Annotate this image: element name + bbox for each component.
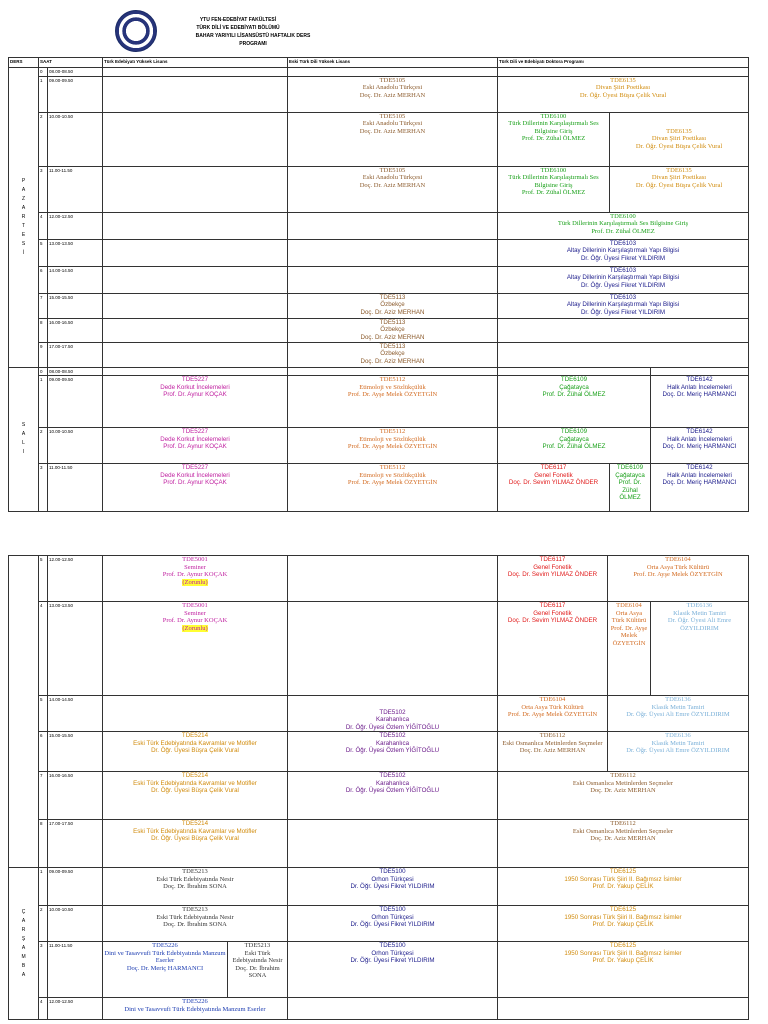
slot-time: 13.00-13.50 [48,602,103,696]
table-row [9,212,749,239]
slot-number: 2 [39,428,48,464]
course-cell: TDE6117 Genel Fonetik Doç. Dr. Sevim YILMAZ ÖNDER [498,556,608,602]
slot-number: 3 [39,464,48,512]
course-cell: TDE6142 Halk Anlatı İncelemeleri Doç. Dr. Meriç HARMANCI [651,428,749,464]
slot-number: 2 [39,906,48,942]
table-row [9,868,749,906]
course-cell: TDE6142 Halk Anlatı İncelemeleri Doç. Dr. Meriç HARMANCI [651,376,749,428]
course-cell: TDE6136 Klasik Metin Tamiri Dr. Öğr. Üyesi Ali Emre ÖZYILDIRIM [651,602,749,696]
slot-time: 16.00-16.50 [48,318,103,342]
slot-time: 15.00-15.50 [48,293,103,318]
table-row [9,556,749,602]
slot-time: 09.00-09.50 [48,868,103,906]
course-cell: TDE5113 Özbekçe Doç. Dr. Aziz MERHAN [288,293,498,318]
table-row [9,68,749,77]
slot-number: 4 [39,998,48,1020]
department-name: TÜRK DİLİ VE EDEBİYATI BÖLÜMÜ [196,25,280,31]
course-cell: TDE6100 Türk Dillerinin Karşılaştırmalı Ses Bilgisine Giriş Prof. Dr. Zühal ÖLMEZ [498,112,610,166]
slot-time: 16.00-16.50 [48,772,103,820]
course-cell: TDE6109 Çağatayca Prof. Dr. Zühal ÖLMEZ [498,428,651,464]
table-row [9,602,749,696]
table-row [9,239,749,266]
col-eski-turk-dili: Eski Türk Dili Yüksek Lisans [288,58,498,68]
course-cell: TDE5226 Dini ve Tasavvufi Türk Edebiyatında Manzum Eserler [103,998,288,1020]
course-cell: TDE5112 Etimoloji ve Sözlükçülük Prof. Dr. Ayşe Melek ÖZYETGİN [288,376,498,428]
header-text [173,16,311,48]
slot-number: 6 [39,266,48,293]
table-row [9,112,749,166]
slot-time: 17.00-17.50 [48,342,103,367]
course-cell: TDE5102 Karahanlıca Dr. Öğr. Üyesi Özlem YİĞİTOĞLU [288,772,498,820]
course-cell: TDE6109 Çağatayca Prof. Dr. Zühal ÖLMEZ [498,376,651,428]
table-row [9,266,749,293]
table-row [9,367,749,376]
slot-time: 14.00-14.50 [48,266,103,293]
slot-number: 4 [39,602,48,696]
course-cell: TDE5213 Eski Türk Edebiyatında Nesir Doç. Dr. İbrahim SONA [103,906,288,942]
table-row [9,166,749,212]
course-cell: TDE5102 Karahanlıca Dr. Öğr. Üyesi Özlem YİĞİTOĞLU [288,732,498,772]
course-cell: TDE5214 Eski Türk Edebiyatında Kavramlar ve Motifler Dr. Öğr. Üyesi Büşra Çelik Vural [103,820,288,868]
slot-number: 1 [39,76,48,112]
table-row [9,293,749,318]
col-ders: DERS [9,58,39,68]
course-cell: TDE5213 Eski Türk Edebiyatında Nesir Doç. Dr. İbrahim SONA [103,868,288,906]
course-cell: TDE5102 Karahanlıca Dr. Öğr. Üyesi Özlem YİĞİTOĞLU [288,696,498,732]
course-cell: TDE6125 1950 Sonrası Türk Şiiri II. Bağımsız İsimler Prof. Dr. Yakup ÇELİK [498,942,749,998]
slot-time: 10.00-10.50 [48,906,103,942]
slot-number: 5 [39,696,48,732]
slot-number: 3 [39,942,48,998]
course-cell: TDE5226 Dini ve Tasavvufi Türk Edebiyatında Manzum Eserler Doç. Dr. Meriç HARMANCI [103,942,228,998]
slot-number: 6 [39,732,48,772]
slot-number: 0 [39,68,48,77]
day-cell [9,556,39,868]
slot-time: 11.00-11.50 [48,464,103,512]
course-cell: TDE6103 Altay Dillerinin Karşılaştırmalı Yapı Bilgisi Dr. Öğr. Üyesi Fikret YILDIRIM [498,239,749,266]
slot-number: 8 [39,820,48,868]
slot-time: 12.00-12.50 [48,212,103,239]
course-cell: TDE5112 Etimoloji ve Sözlükçülük Prof. Dr. Ayşe Melek ÖZYETGİN [288,464,498,512]
course-cell: TDE5100 Orhon Türkçesi Dr. Öğr. Üyesi Fikret YILDIRIM [288,906,498,942]
course-cell: TDE6104 Orta Asya Türk Kültürü Prof. Dr. Ayşe Melek ÖZYETGİN [498,696,608,732]
course-cell: TDE6103 Altay Dillerinin Karşılaştırmalı Yapı Bilgisi Dr. Öğr. Üyesi Fikret YILDIRIM [498,266,749,293]
course-cell: TDE5113 Özbekçe Doç. Dr. Aziz MERHAN [288,318,498,342]
table-row [9,772,749,820]
table-row [9,464,749,512]
course-cell: TDE6117 Genel Fonetik Doç. Dr. Sevim YILMAZ ÖNDER [498,464,610,512]
course-cell: TDE5100 Orhon Türkçesi Dr. Öğr. Üyesi Fikret YILDIRIM [288,868,498,906]
slot-time: 10.00-10.50 [48,428,103,464]
slot-time: 17.00-17.50 [48,820,103,868]
slot-time: 11.00-11.50 [48,166,103,212]
slot-time: 12.00-12.50 [48,556,103,602]
slot-time: 14.00-14.50 [48,696,103,732]
col-saat: SAAT [39,58,103,68]
course-cell: TDE6125 1950 Sonrası Türk Şiiri II. Bağımsız İsimler Prof. Dr. Yakup ÇELİK [498,906,749,942]
table-row [9,998,749,1020]
day-sali: S A L I [9,367,39,512]
table-row [9,696,749,732]
slot-number: 5 [39,556,48,602]
course-cell: TDE5214 Eski Türk Edebiyatında Kavramlar ve Motifler Dr. Öğr. Üyesi Büşra Çelik Vural [103,772,288,820]
course-cell: TDE6136 Klasik Metin Tamiri Dr. Öğr. Üyesi Ali Emre ÖZYILDIRIM [608,732,749,772]
course-cell: TDE6109 Çağatayca Prof. Dr. Zühal ÖLMEZ [610,464,651,512]
course-cell: TDE6125 1950 Sonrası Türk Şiiri II. Bağımsız İsimler Prof. Dr. Yakup ÇELİK [498,868,749,906]
table-row [9,906,749,942]
slot-number: 7 [39,293,48,318]
course-cell: TDE5100 Orhon Türkçesi Dr. Öğr. Üyesi Fikret YILDIRIM [288,942,498,998]
course-cell: TDE6104 Orta Asya Türk Kültürü Prof. Dr. Ayşe Melek ÖZYETGİN [608,556,749,602]
slot-time: 11.00-11.50 [48,942,103,998]
course-cell: TDE5227 Dede Korkut İncelemeleri Prof. Dr. Aynur KOÇAK [103,464,288,512]
course-cell: TDE6142 Halk Anlatı İncelemeleri Doç. Dr. Meriç HARMANCI [651,464,749,512]
program-title: BAHAR YARIYILI LİSANSÜSTÜ HAFTALIK DERS PROGRAMI [195,33,311,47]
day-pazartesi: P A Z A R T E S İ [9,68,39,368]
course-cell: TDE6112 Eski Osmanlıca Metinlerden Seçmeler Doç. Dr. Aziz MERHAN [498,820,749,868]
slot-number: 1 [39,376,48,428]
table-row [9,732,749,772]
course-cell: TDE6135 Divan Şiiri Poetikası Dr. Öğr. Üyesi Büşra Çelik Vural [610,112,749,166]
schedule-table-page-2 [8,555,749,1020]
table-row [9,376,749,428]
table-row [9,342,749,367]
slot-time: 08.00-08.50 [48,367,103,376]
slot-number: 4 [39,212,48,239]
course-cell: TDE5213 Eski Türk Edebiyatında Nesir Doç. Dr. İbrahim SONA [228,942,288,998]
slot-time: 08.00-08.50 [48,68,103,77]
slot-number: 0 [39,367,48,376]
slot-number: 5 [39,239,48,266]
schedule-table-page-1 [8,57,749,512]
table-row [9,942,749,998]
slot-time: 13.00-13.50 [48,239,103,266]
course-cell: TDE6135 Divan Şiiri Poetikası Dr. Öğr. Üyesi Büşra Çelik Vural [610,166,749,212]
slot-time: 12.00-12.50 [48,998,103,1020]
course-cell: TDE6103 Altay Dillerinin Karşılaştırmalı Yapı Bilgisi Dr. Öğr. Üyesi Fikret YILDIRIM [498,293,749,318]
course-cell: TDE5105 Eski Anadolu Türkçesi Doç. Dr. Aziz MERHAN [288,112,498,166]
course-cell: TDE6104 Orta Asya Türk Kültürü Prof. Dr. Ayşe Melek ÖZYETGİN [608,602,651,696]
course-cell: TDE5112 Etimoloji ve Sözlükçülük Prof. Dr. Ayşe Melek ÖZYETGİN [288,428,498,464]
course-cell: TDE6112 Eski Osmanlıca Metinlerden Seçmeler Doç. Dr. Aziz MERHAN [498,772,749,820]
slot-number: 8 [39,318,48,342]
slot-number: 7 [39,772,48,820]
university-logo [115,10,157,52]
course-cell: TDE5214 Eski Türk Edebiyatında Kavramlar ve Motifler Dr. Öğr. Üyesi Büşra Çelik Vural [103,732,288,772]
table-row [9,428,749,464]
page-header [115,10,335,50]
col-doktora: Türk Dili ve Edebiyatı Doktora Programı [498,58,749,68]
course-cell: TDE5001 Seminer Prof. Dr. Aynur KOÇAK (Zorunlu) [103,556,288,602]
course-cell: TDE5001 Seminer Prof. Dr. Aynur KOÇAK (Zorunlu) [103,602,288,696]
slot-number: 9 [39,342,48,367]
col-turk-edebiyati: Türk Edebiyatı Yüksek Lisans [103,58,288,68]
course-cell: TDE6100 Türk Dillerinin Karşılaştırmalı Ses Bilgisine Giriş Prof. Dr. Zühal ÖLMEZ [498,166,610,212]
course-cell: TDE5113 Özbekçe Doç. Dr. Aziz MERHAN [288,342,498,367]
slot-time: 09.00-09.50 [48,76,103,112]
slot-time: 10.00-10.50 [48,112,103,166]
slot-number: 2 [39,112,48,166]
course-cell: TDE6100 Türk Dillerinin Karşılaştırmalı Ses Bilgisine Giriş Prof. Dr. Zühal ÖLMEZ [498,212,749,239]
course-cell: TDE5105 Eski Anadolu Türkçesi Doç. Dr. Aziz MERHAN [288,76,498,112]
table-row [9,76,749,112]
header-row [9,58,749,68]
course-cell: TDE6117 Genel Fonetik Doç. Dr. Sevim YILMAZ ÖNDER [498,602,608,696]
table-row [9,820,749,868]
course-cell: TDE5227 Dede Korkut İncelemeleri Prof. Dr. Aynur KOÇAK [103,428,288,464]
course-cell: TDE6112 Eski Osmanlıca Metinlerden Seçmeler Doç. Dr. Aziz MERHAN [498,732,608,772]
slot-time: 09.00-09.50 [48,376,103,428]
faculty-name: YTU FEN-EDEBİYAT FAKÜLTESİ [199,17,277,23]
course-cell: TDE6136 Klasik Metin Tamiri Dr. Öğr. Üyesi Ali Emre ÖZYILDIRIM [608,696,749,732]
slot-number: 1 [39,868,48,906]
course-cell: TDE5105 Eski Anadolu Türkçesi Doç. Dr. Aziz MERHAN [288,166,498,212]
table-row [9,318,749,342]
slot-time: 15.00-15.50 [48,732,103,772]
course-cell: TDE6135 Divan Şiiri Poetikası Dr. Öğr. Üyesi Büşra Çelik Vural [498,76,749,112]
course-cell: TDE5227 Dede Korkut İncelemeleri Prof. Dr. Aynur KOÇAK [103,376,288,428]
day-carsamba: Ç A R Ş A M B A [9,868,39,1020]
slot-number: 3 [39,166,48,212]
